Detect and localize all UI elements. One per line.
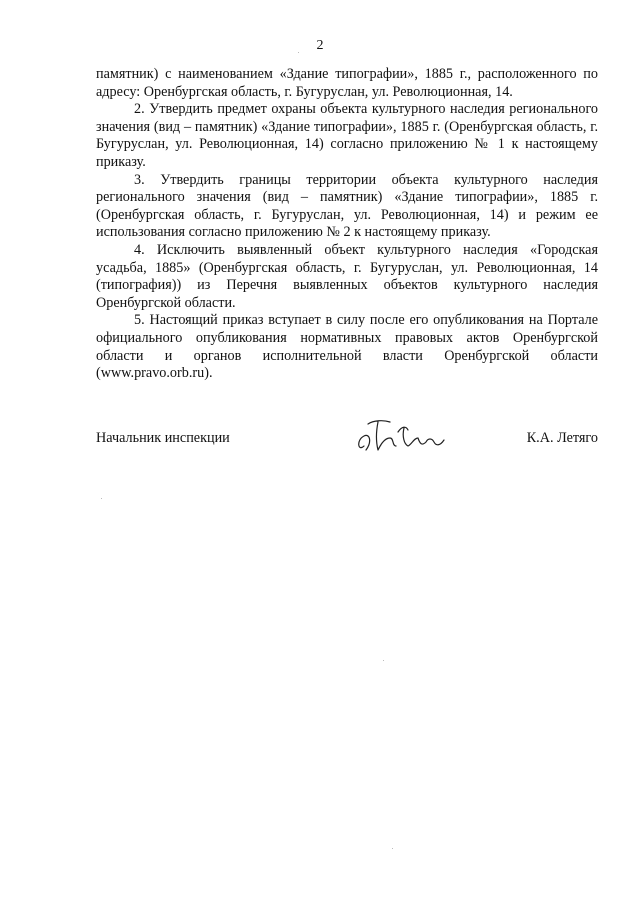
handwritten-signature-icon [354,416,454,456]
scan-speck [392,848,393,849]
paragraph-item-4: 4. Исключить выявленный объект культурного наследия «Городская усадьба, 1885» (Оренбургская область, г. Бугуруслан, ул. Революционная, 14 (типография)) из Перечня выявленных объектов культурного наследия Оренбургской области. [96,241,598,311]
signatory-name: К.А. Летяго [526,430,598,446]
paragraph-continuation: памятник) с наименованием «Здание типографии», 1885 г., расположенного по адресу: Оренбургская область, г. Бугуруслан, ул. Революционная, 14. [96,66,598,100]
scan-speck [101,498,102,499]
paragraph-item-5: 5. Настоящий приказ вступает в силу после его опубликования на Портале официального опубликования нормативных правовых актов Оренбургской области и органов исполнительной власти Оренбургской области (www.pravo.orb.ru). [96,312,598,382]
document-body [96,66,598,383]
page-number: 2 [316,38,324,53]
signature-block [96,416,598,456]
signatory-title: Начальник инспекции [96,430,230,446]
scan-speck [298,52,299,53]
paragraph-item-2: 2. Утвердить предмет охраны объекта культурного наследия регионального значения (вид – памятник) «Здание типографии», 1885 г. (Оренбургская область, г. Бугуруслан, ул. Революционная, 14) согласно приложению № 1 к настоящему приказу. [96,101,598,170]
scan-speck [383,660,384,661]
paragraph-item-3: 3. Утвердить границы территории объекта культурного наследия регионального значения (вид – памятник) «Здание типографии», 1885 г. (Оренбургская область, г. Бугуруслан, ул. Революционная, 14) и режим ее использования согласно приложению № 2 к настоящему приказу. [96,171,598,241]
